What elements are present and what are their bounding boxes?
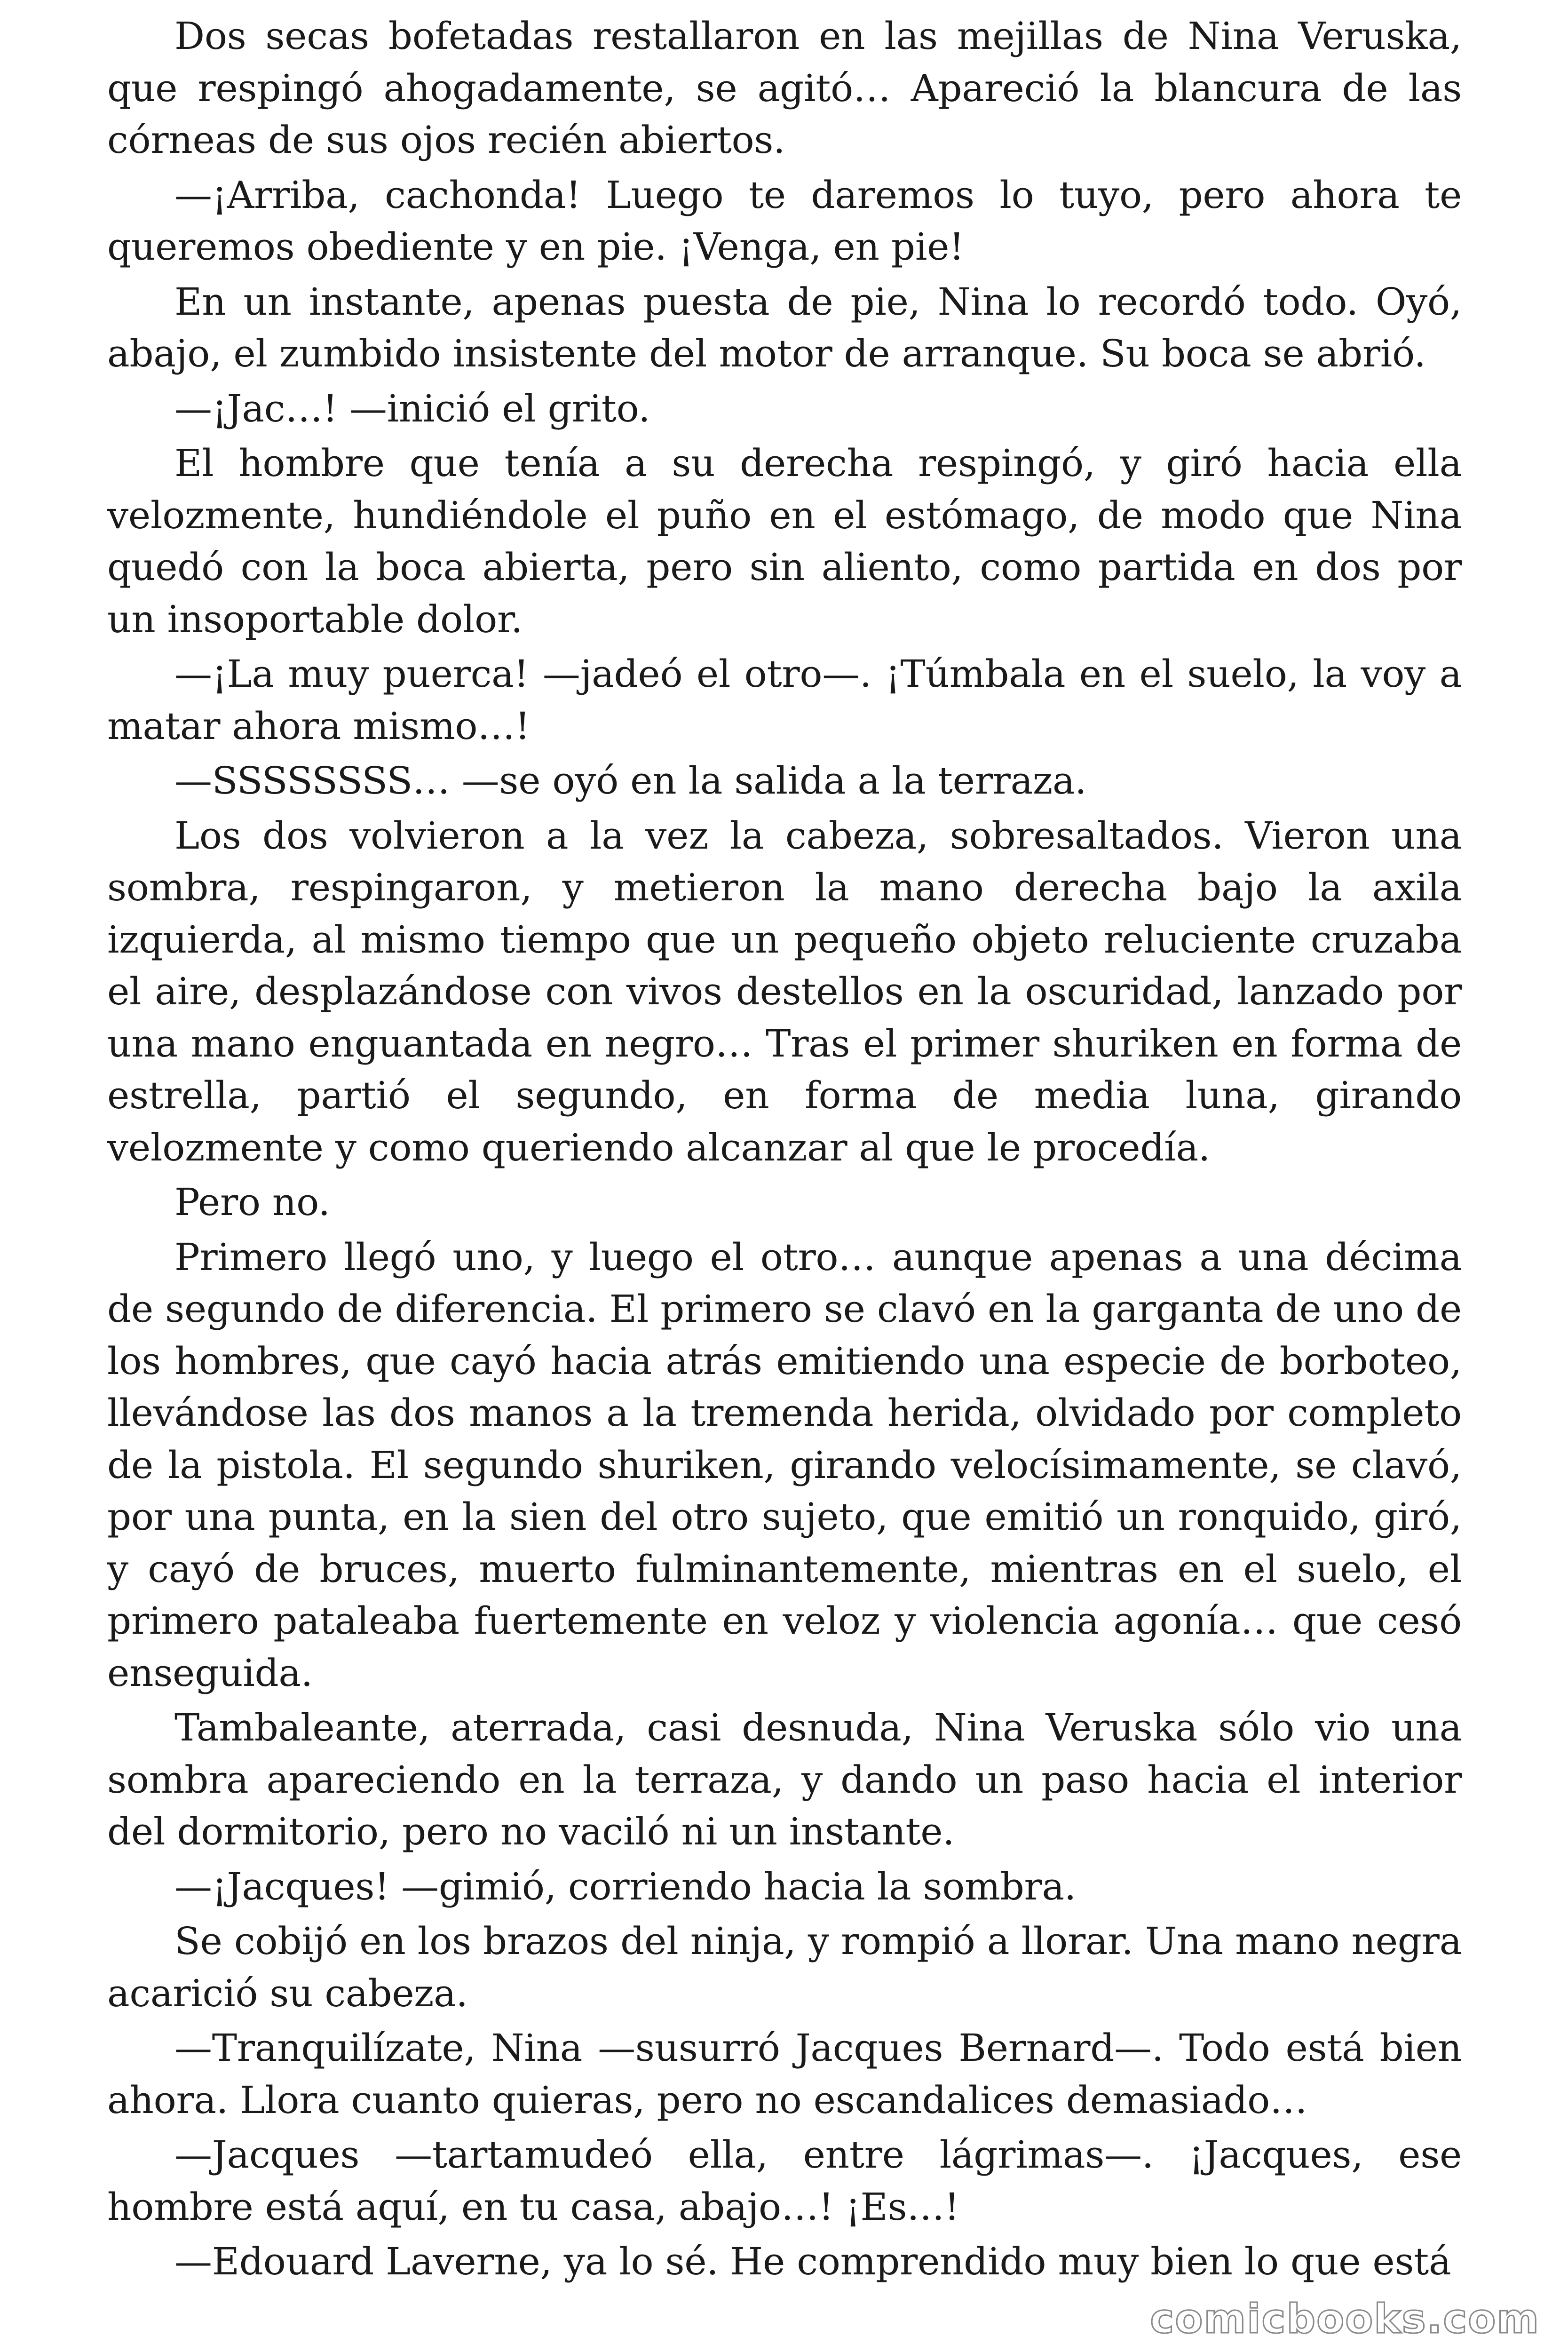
paragraph: —SSSSSSSS… —se oyó en la salida a la terraza. <box>174 759 1087 803</box>
paragraph: —Edouard Laverne, ya lo sé. He comprendido muy bien lo que está <box>174 2240 1451 2283</box>
paragraph: —¡Jacques! —gimió, corriendo hacia la sombra. <box>174 1864 1077 1908</box>
watermark: comicbooks.com <box>1150 2296 1540 2343</box>
paragraph: —¡Arriba, cachonda! Luego te daremos lo tuyo, pero ahora te queremos obediente y en pie. ¡Venga, en pie! <box>107 173 1462 269</box>
book-page <box>107 10 1462 2291</box>
paragraph: Se cobijó en los brazos del ninja, y rompió a llorar. Una mano negra acarició su cabeza. <box>107 1919 1462 2015</box>
paragraph: Tambaleante, aterrada, casi desnuda, Nina Veruska sólo vio una sombra apareciendo en la terraza, y dando un paso hacia el interior del dormitorio, pero no vaciló ni un instante. <box>107 1706 1462 1853</box>
paragraph: —¡La muy puerca! —jadeó el otro—. ¡Túmbala en el suelo, la voy a matar ahora mismo…! <box>107 652 1462 748</box>
paragraph: —Jacques —tartamudeó ella, entre lágrimas—. ¡Jacques, ese hombre está aquí, en tu casa, abajo…! ¡Es…! <box>107 2133 1462 2229</box>
paragraph: —¡Jac…! —inició el grito. <box>174 386 650 430</box>
paragraph: Pero no. <box>174 1180 330 1224</box>
paragraph: En un instante, apenas puesta de pie, Nina lo recordó todo. Oyó, abajo, el zumbido insistente del motor de arranque. Su boca se abrió. <box>107 279 1462 375</box>
paragraph: Los dos volvieron a la vez la cabeza, sobresaltados. Vieron una sombra, respingaron, y metieron la mano derecha bajo la axila izquierda, al mismo tiempo que un pequeño objeto reluciente cruzaba el aire, desplazándose con vivos destellos en la oscuridad, lanzado por una mano enguantada en negro… Tras el primer shuriken en forma de estrella, partió el segundo, en forma de media luna, girando velozmente y como queriendo alcanzar al que le procedía. <box>107 813 1462 1169</box>
paragraph: El hombre que tenía a su derecha respingó, y giró hacia ella velozmente, hundiéndole el puño en el estómago, de modo que Nina quedó con la boca abierta, pero sin aliento, como partida en dos por un insoportable dolor. <box>107 441 1462 641</box>
paragraph: Primero llegó uno, y luego el otro… aunque apenas a una décima de segundo de diferencia. El primero se clavó en la garganta de uno de los hombres, que cayó hacia atrás emitiendo una especie de borboteo, llevándose las dos manos a la tremenda herida, olvidado por completo de la pistola. El segundo shuriken, girando velocísimamente, se clavó, por una punta, en la sien del otro sujeto, que emitió un ronquido, giró, y cayó de bruces, muerto fulminantemente, mientras en el suelo, el primero pataleaba fuertemente en veloz y violencia agonía… que cesó enseguida. <box>107 1235 1462 1695</box>
paragraph: —Tranquilízate, Nina —susurró Jacques Bernard—. Todo está bien ahora. Llora cuanto quieras, pero no escandalices demasiado… <box>107 2026 1462 2122</box>
paragraph: Dos secas bofetadas restallaron en las mejillas de Nina Veruska, que respingó ahogadamente, se agitó… Apareció la blancura de las córneas de sus ojos recién abiertos. <box>107 14 1462 162</box>
